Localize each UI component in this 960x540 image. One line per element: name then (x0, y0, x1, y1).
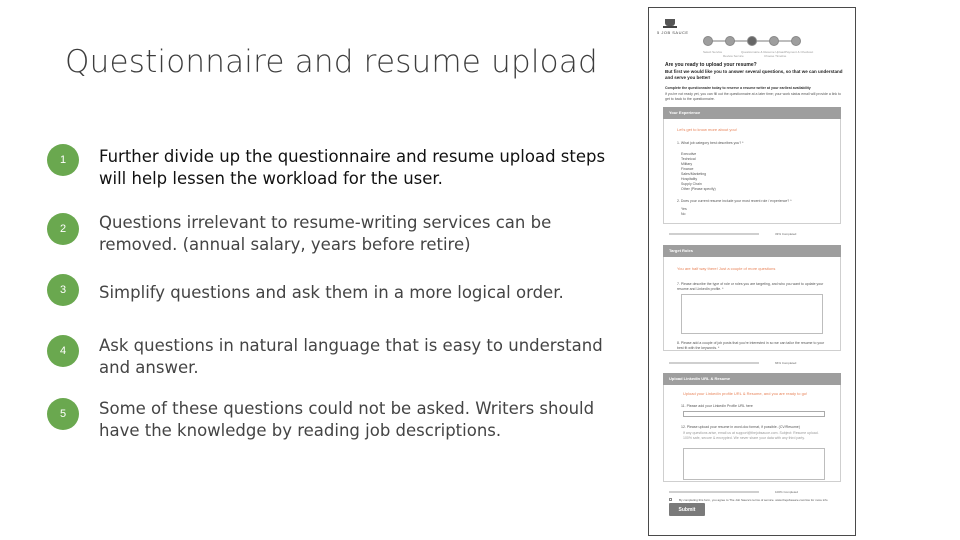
intro-note-bold: Complete the questionnaire today to reserve a resume writer at your earliest availability (665, 86, 811, 90)
step-label: Payment & Checkout (785, 50, 814, 54)
option-item[interactable]: No (681, 212, 686, 216)
section-prompt: You are half way there! Just a couple of more questions (677, 266, 776, 271)
progress-bar (669, 491, 759, 493)
option-item[interactable]: Hospitality (681, 177, 698, 181)
upload-note: If any questions arise, email us at support@thejobsauce.com. Subject: Resume upload. 100% safe, secure & encrypted. We never share your data with any third party. (683, 431, 819, 440)
answer-textarea[interactable] (681, 294, 823, 334)
logo-icon (663, 16, 677, 28)
resume-upload-area[interactable] (683, 448, 825, 480)
number-badge: 2 (47, 213, 79, 245)
question-label: 7. Please describe the type of role or roles you are targeting, and who you want to update your resume and LinkedIn profile. * (677, 282, 824, 291)
intro-heading: Are you ready to upload your resume? (665, 62, 757, 68)
section-prompt: Let's get to know more about you! (677, 127, 737, 132)
section-prompt: Upload your LinkedIn profile URL & Resume, and you are ready to go! (683, 391, 808, 396)
terms-text: By completing this form, you agree to The Job Sauce's terms of service. www.thejobsauce.com/tos for more info (679, 498, 828, 502)
option-item[interactable]: Other (Please specify) (681, 187, 716, 191)
step-dot (703, 36, 713, 46)
section-header: Your Experience (663, 107, 841, 119)
question-label: 11. Please add your LinkedIn Profile URL here (681, 404, 753, 408)
step-dot (725, 36, 735, 46)
point-text: Ask questions in natural language that is easy to understand and answer. (99, 336, 603, 377)
step-label: Questionnaire & Resume Upload (741, 50, 785, 54)
section-header: Upload LinkedIn URL & Resume (663, 373, 841, 385)
step-dot (791, 36, 801, 46)
terms-checkbox[interactable] (669, 498, 672, 501)
progress-bar (669, 233, 759, 235)
point-text: Some of these questions could not be asked. Writers should have the knowledge by reading job descriptions. (99, 399, 595, 440)
option-item[interactable]: Technical (681, 157, 696, 161)
point-text: Simplify questions and ask them in a more logical order. (99, 283, 564, 302)
progress-label: 66% Completed (775, 361, 797, 365)
progress-bar (669, 362, 759, 364)
number-badge: 5 (47, 398, 79, 430)
option-item[interactable]: Supply Chain (681, 182, 702, 186)
logo-text: 5 JOB SAUCE (657, 30, 689, 35)
question-label: 1. What job category best describes you? * (677, 141, 744, 145)
progress-steps (703, 34, 803, 48)
option-item[interactable]: Military (681, 162, 693, 166)
number-badge: 1 (47, 144, 79, 176)
step-dot (769, 36, 779, 46)
option-item[interactable]: Sales/Marketing (681, 172, 707, 176)
slide-title: Questionnaire and resume upload (65, 44, 598, 80)
option-item[interactable]: Yes (681, 207, 687, 211)
step-label: Choose Timeline (764, 54, 787, 58)
progress-label: 100% Completed (775, 490, 799, 494)
question-label: 12. Please upload your resume in word.doc format, if possible. (CV/Resume) (681, 425, 800, 429)
questionnaire-screenshot (648, 7, 856, 536)
option-item[interactable]: Finance (681, 167, 694, 171)
submit-button[interactable]: Submit (669, 503, 705, 516)
section-header: Target Roles (663, 245, 841, 257)
progress-label: 33% Completed (775, 232, 797, 236)
intro-subheading: But first we would like you to answer several questions, so that we can understand and serve you better! (665, 69, 843, 80)
question-label: 2. Does your current resume include your most recent role / experience? * (677, 199, 792, 203)
point-text: Questions irrelevant to resume-writing services can be removed. (annual salary, years before retire) (99, 213, 552, 254)
number-badge: 3 (47, 274, 79, 306)
question-label: 8. Please add a couple of job posts that you're interested in so we can tailor the resume to your best fit with the keywords. * (677, 341, 825, 350)
step-dot-active (747, 36, 757, 46)
intro-note: If you're not ready yet, you can fill out the questionnaire at a later time; your work status email will provide a link to get to back to the questionnaire. (665, 92, 841, 101)
option-item[interactable]: Executive (681, 152, 697, 156)
point-text: Further divide up the questionnaire and resume upload steps will help lessen the workload for the user. (99, 147, 606, 188)
linkedin-url-input[interactable] (683, 411, 825, 417)
number-badge: 4 (47, 335, 79, 367)
step-label: Select Service (703, 50, 723, 54)
step-label: Review Service (723, 54, 744, 58)
